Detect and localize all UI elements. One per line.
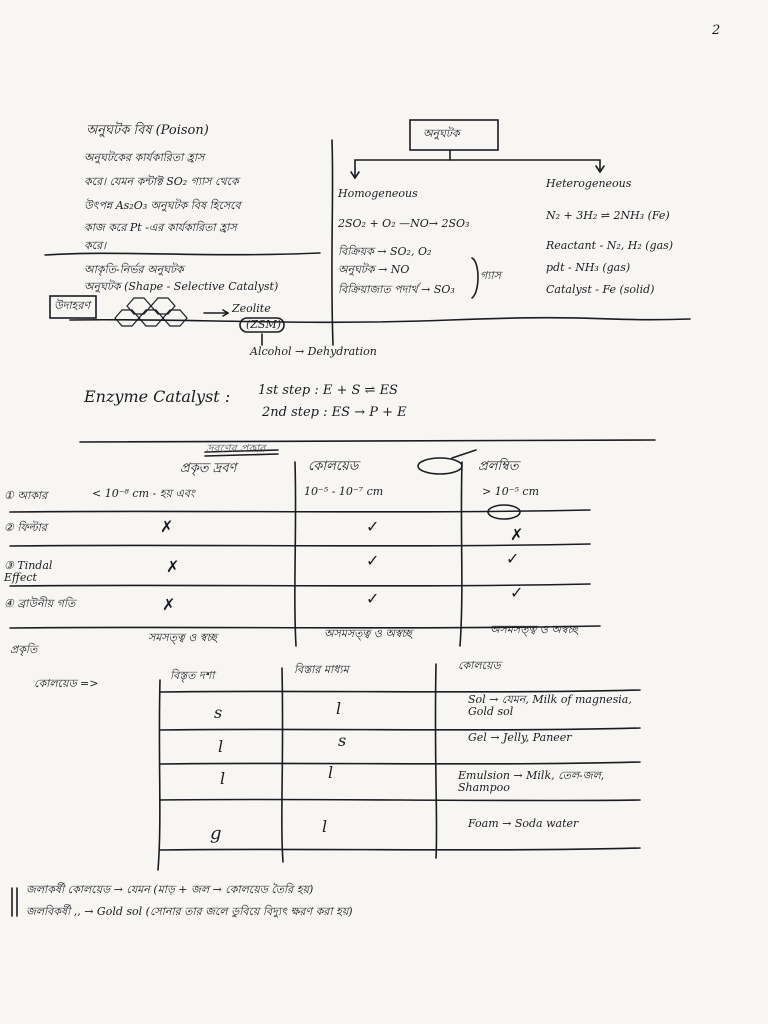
colloid-row-2-phase: l: [218, 737, 224, 756]
poison-line-2: করে। যেমন কন্টাক্ট SO₂ গ্যাস থেকে: [84, 175, 239, 188]
poison-title: অনুঘটক বিষ (Poison): [86, 123, 209, 138]
poison-line-1: অনুঘটকের কার্যকারিতা হ্রাস: [84, 151, 205, 164]
colloid-row-1-medium: l: [336, 699, 342, 718]
comparison-header-true-solution: প্রকৃত দ্রবণ: [180, 461, 237, 476]
colloid-row-3-phase: l: [220, 769, 226, 788]
alcohol-dehydration: Alcohol → Dehydration: [250, 345, 377, 358]
row-nature-true: সমসত্ত্ব ও স্বচ্ছ: [148, 631, 217, 644]
row-brownian-true: ✗: [162, 595, 176, 614]
poison-line-3: উৎপন্ন As₂O₃ অনুঘটক বিষ হিসেবে: [84, 199, 241, 212]
row-size-suspension: > 10⁻⁵ cm: [482, 485, 540, 498]
poison-line-5: করে।: [84, 239, 107, 252]
bottom-note-2: জলবিকর্ষী ,, → Gold sol (সোনার তার জলে ডুবিয়ে বিদ্যুৎ ক্ষরণ করা হয়): [26, 905, 353, 918]
homogeneous-title: Homogeneous: [338, 187, 418, 200]
enzyme-step-1: 1st step : E + S ⇌ ES: [258, 383, 398, 398]
shape-selective-line-1: আকৃতি-নির্ভর অনুঘটক: [84, 263, 184, 276]
homogeneous-catalyst: অনুঘটক → NO: [338, 263, 410, 276]
row-nature-label: প্রকৃতি: [10, 643, 38, 656]
shape-selective-line-2: অনুঘটক (Shape - Selective Catalyst): [84, 280, 279, 293]
row-brownian-colloid: ✓: [366, 589, 380, 608]
colloid-row-2-medium: s: [338, 731, 347, 750]
row-tindal-colloid: ✓: [366, 551, 380, 570]
colloid-header-medium: বিস্তার মাধ্যম: [294, 663, 349, 676]
homogeneous-product: বিক্রিয়াজাত পদার্থ → SO₃: [338, 283, 455, 296]
colloid-header-phase: বিস্তৃত দশা: [170, 669, 215, 682]
row-size-colloid: 10⁻⁵ - 10⁻⁷ cm: [304, 485, 384, 498]
row-brownian-label: ④ ব্রাউনীয় গতি: [4, 597, 76, 610]
row-size-label: ① আকার: [4, 489, 48, 502]
colloid-row-4-medium: l: [322, 817, 328, 836]
row-tindal-suspension: ✓: [506, 549, 520, 568]
enzyme-label: Enzyme Catalyst :: [84, 387, 231, 406]
row-filter-label: ② ফিল্টার: [4, 521, 47, 534]
colloid-header-colloid: কোলয়েড: [458, 659, 501, 672]
heterogeneous-title: Heterogeneous: [546, 177, 632, 190]
page-number: 2: [712, 23, 721, 38]
heterogeneous-catalyst: Catalyst - Fe (solid): [546, 283, 655, 296]
homogeneous-reaction: 2SO₂ + O₂ —NO→ 2SO₃: [338, 217, 470, 230]
enzyme-step-2: 2nd step : ES → P + E: [262, 405, 407, 420]
row-tindal-label: ③ Tindal Effect: [4, 559, 53, 585]
example-label: উদাহরণ: [54, 299, 91, 312]
zsm-label: (ZSM): [246, 318, 282, 331]
colloid-types-label: কোলয়েড =>: [34, 677, 99, 690]
colloid-row-3-medium: l: [328, 763, 334, 782]
comparison-header-colloid: কোলয়েড: [308, 459, 359, 474]
row-nature-suspension: অসমসত্ত্ব ও অস্বচ্ছ: [490, 623, 578, 636]
row-nature-colloid: অসমসত্ত্ব ও অস্বচ্ছ: [324, 627, 412, 640]
tree-root: অনুঘটক: [423, 127, 460, 140]
homogeneous-state: গ্যাস: [480, 269, 501, 282]
row-tindal-true: ✗: [166, 557, 180, 576]
struck-header-note: দ্রবণের প্রকার: [206, 442, 266, 455]
colloid-row-4-phase: g: [210, 823, 222, 844]
zeolite-label: Zeolite: [232, 302, 271, 315]
heterogeneous-product: pdt - NH₃ (gas): [546, 261, 631, 274]
row-brownian-suspension: ✓: [510, 583, 524, 602]
colloid-row-2-example: Gel → Jelly, Paneer: [468, 731, 572, 744]
row-filter-colloid: ✓: [366, 517, 380, 536]
colloid-row-4-example: Foam → Soda water: [468, 817, 579, 830]
heterogeneous-reaction: N₂ + 3H₂ ⇌ 2NH₃ (Fe): [546, 209, 670, 222]
colloid-row-1-phase: s: [214, 703, 223, 722]
homogeneous-reactant: বিক্রিয়ক → SO₂, O₂: [338, 245, 432, 258]
colloid-row-1-example: Sol → যেমন, Milk of magnesia, Gold sol: [468, 693, 632, 719]
colloid-row-3-example: Emulsion → Milk, তেল-জল, Shampoo: [458, 769, 605, 795]
row-filter-true: ✗: [160, 517, 174, 536]
poison-line-4: কাজ করে Pt -এর কার্যকারিতা হ্রাস: [84, 221, 237, 234]
row-filter-suspension: ✗: [510, 525, 524, 544]
bottom-note-1: জলাকর্ষী কোলয়েড → যেমন (মাড় + জল → কোলয়েড তৈরি হয়): [26, 883, 314, 896]
heterogeneous-reactant: Reactant - N₂, H₂ (gas): [546, 239, 674, 252]
row-size-true: < 10⁻⁸ cm - হয় এবং: [92, 487, 195, 500]
comparison-header-suspension: প্রলম্বিত: [478, 459, 519, 474]
